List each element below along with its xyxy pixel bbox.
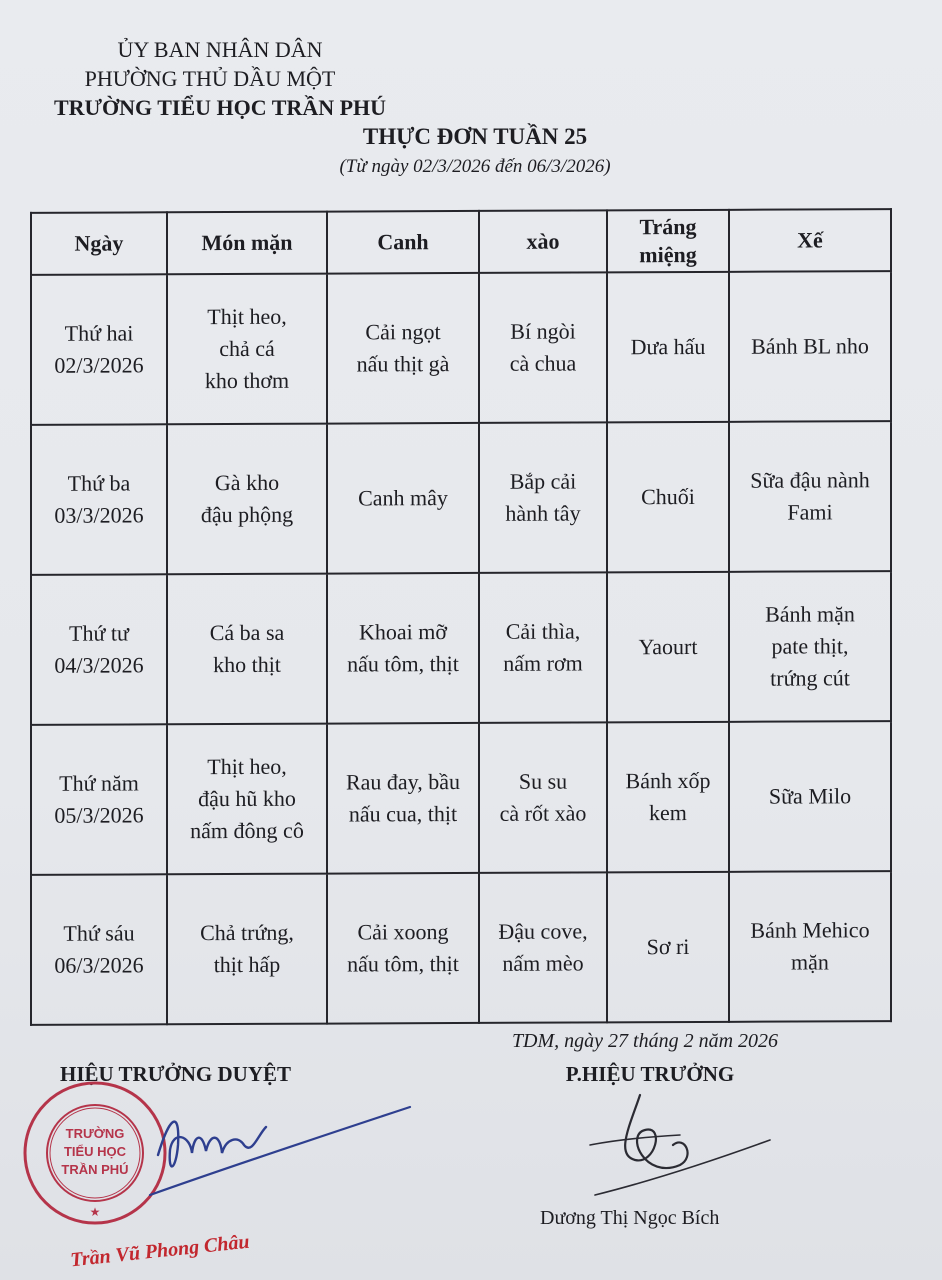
main-dish-cell-line: đậu hũ kho [198,785,296,812]
snack-cell-line: Sữa đậu nành [750,467,870,493]
main-dish-cell [167,724,327,875]
header-afternoon-snack: Xế [729,209,891,272]
table-row [31,271,891,425]
main-dish-cell [167,424,327,575]
soup-cell [327,723,479,874]
dessert-cell-line: kem [649,800,687,826]
snack-cell [729,421,891,572]
dessert-cell [607,272,729,423]
soup-cell-line: nấu tôm, thịt [347,651,459,677]
snack-cell-line: Bánh mặn [765,601,855,627]
day-cell [31,274,167,425]
stir-fry-cell [479,722,607,873]
stir-fry-cell-line: Bí ngòi [510,318,576,344]
main-dish-cell-line: Thịt heo, [207,753,287,780]
main-dish-cell-line: thịt hấp [213,951,281,978]
dessert-cell [607,572,729,723]
day-cell-line: Thứ hai [64,320,134,346]
soup-cell-line: nấu cua, thịt [348,801,458,827]
soup-cell-line: Cải ngọt [365,319,441,345]
vice-principal-title: P.HIỆU TRƯỞNG [565,1062,735,1086]
main-dish-cell-line: kho thơm [204,367,290,394]
snack-cell [729,571,891,722]
snack-cell-line: Bánh BL nho [751,333,869,359]
main-dish-cell-line: Thịt heo, [207,303,287,330]
dessert-cell-line: Yaourt [638,633,698,660]
day-cell-line: 04/3/2026 [54,652,144,678]
principal-name: Trần Vũ Phong Châu [69,1230,251,1272]
stir-fry-cell-line: Đậu cove, [498,918,588,944]
snack-cell [729,721,891,872]
snack-cell-line: Sữa Milo [768,783,852,809]
stir-fry-cell-line: Su su [518,768,568,794]
main-dish-cell-line: Chả trứng, [200,919,294,946]
dessert-cell-line: Dưa hấu [630,333,706,360]
soup-cell-line: Rau đay, bầu [345,769,461,795]
stir-fry-cell-line: nấm mèo [502,950,584,976]
stir-fry-cell-line: cà rốt xào [499,800,587,826]
soup-cell-line: Canh mây [358,485,448,511]
day-cell-line: Thứ ba [67,470,131,496]
stamp-center-line-2: TIỂU HỌC [63,1144,127,1159]
dessert-cell [607,722,729,873]
dessert-cell-line: Chuối [641,483,695,510]
stamp-star: ★ [89,1205,101,1219]
day-cell-line: 02/3/2026 [54,352,144,378]
date-range-subtitle: (Từ ngày 02/3/2026 đến 06/3/2026) [339,156,611,177]
soup-cell [327,273,479,424]
day-cell [31,874,167,1025]
dessert-cell-line: Bánh xốp [625,767,711,794]
day-cell-line: 06/3/2026 [54,952,144,978]
main-dish-cell-line: Gà kho [214,469,280,496]
soup-cell-line: Khoai mỡ [358,619,447,645]
principal-signature [140,1095,420,1205]
header-stir-fry: xào [479,210,607,273]
day-cell [31,574,167,725]
snack-cell [729,871,891,1022]
main-dish-cell-line: đậu phộng [200,501,294,528]
header-soup: Canh [327,211,479,274]
dessert-cell [607,872,729,1023]
day-cell-line: Thứ sáu [63,920,135,946]
day-cell-line: 03/3/2026 [54,502,144,528]
soup-cell [327,873,479,1024]
stir-fry-cell [479,272,607,423]
signing-date: TDM, ngày 27 tháng 2 năm 2026 [511,1030,779,1052]
soup-cell [327,573,479,724]
principal-approval-title: HIỆU TRƯỞNG DUYỆT [60,1062,292,1086]
day-cell-line: Thứ tư [69,620,129,646]
stir-fry-cell [479,422,607,573]
main-dish-cell-line: nấm đông cô [190,817,304,844]
org-line-school: TRƯỜNG TIỂU HỌC TRẦN PHÚ [53,95,387,120]
org-line-committee: ỦY BAN NHÂN DÂN [117,37,323,62]
snack-cell-line: Bánh Mehico [750,917,870,943]
table-row [31,721,891,875]
snack-cell-line: Fami [787,499,833,525]
dessert-cell-line: Sơ ri [646,934,690,960]
stamp-center-line-3: TRẦN PHÚ [61,1162,129,1177]
table-row [31,571,891,725]
page-title: THỰC ĐƠN TUẦN 25 [362,124,588,149]
snack-cell-line: trứng cút [770,665,850,691]
stir-fry-cell-line: hành tây [505,500,581,526]
header-day: Ngày [31,212,167,275]
soup-cell-line: nấu thịt gà [356,351,450,377]
header-main-dish: Món mặn [167,212,327,275]
stir-fry-cell [479,872,607,1023]
snack-cell-line: pate thịt, [771,633,849,659]
main-dish-cell-line: Cá ba sa [209,619,285,646]
snack-cell-line: mặn [791,949,829,975]
vice-principal-name: Dương Thị Ngọc Bích [540,1207,720,1229]
stir-fry-cell-line: nấm rơm [503,650,583,676]
table-row [31,421,891,575]
main-dish-cell [167,274,327,425]
weekly-menu-table [30,208,892,1026]
soup-cell-line: nấu tôm, thịt [347,951,459,977]
main-dish-cell [167,574,327,725]
day-cell-line: Thứ năm [59,770,139,796]
stir-fry-cell-line: Cải thìa, [505,618,581,644]
dessert-cell [607,422,729,573]
header-dessert-label: Tráng miệng [639,213,697,268]
soup-cell [327,423,479,574]
vice-principal-signature [585,1085,775,1205]
stir-fry-cell [479,572,607,723]
snack-cell [729,271,891,422]
day-cell-line: 05/3/2026 [54,802,144,828]
stir-fry-cell-line: Bắp cải [509,468,577,494]
main-dish-cell [167,874,327,1025]
table-row [31,871,891,1025]
day-cell [31,424,167,575]
day-cell [31,724,167,875]
stir-fry-cell-line: cà chua [509,350,577,376]
table-header-row [31,209,891,275]
main-dish-cell-line: chả cá [219,335,275,362]
soup-cell-line: Cải xoong [357,919,449,945]
main-dish-cell-line: kho thịt [213,651,281,678]
header-dessert [607,210,729,273]
org-line-ward: PHƯỜNG THỦ DẦU MỘT [84,66,336,91]
stamp-center-line-1: TRƯỜNG [65,1126,125,1141]
